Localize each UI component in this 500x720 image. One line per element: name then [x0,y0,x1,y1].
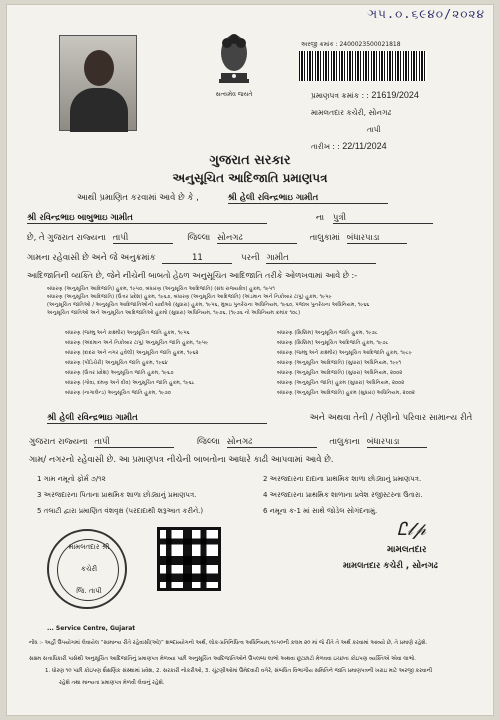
certificate-meta [311,87,419,155]
basis-line: ગામ/ નગરનો રહેવાસી છે. આ પ્રમાણપત્ર નીચેની બાબતોના આધારે કાઢી આપવામાં આવે છે. [29,455,334,465]
order-line-1: બંધારણ (અનુસૂચિત આદિજાતિ) હુકમ, ૧૯૫૦, બંધારણ (અનુસૂચિત આદિજાતિ) (સંઘ રાજ્યક્ષેત્ર) હુકમ, ૧૯૫૧ [47,286,275,292]
photo-head-shape [84,50,114,86]
jilla-value: સોનગઢ [217,233,297,244]
footer-note-2: સક્ષમ સત્તાધિકારી પાસેથી અનુસૂચિત આદિજાતિનું પ્રમાણપત્ર મેળવ્યા પછી અનુસૂચિત આદિજાતિઓને ઉપલબ્ધ લાભો અથવા છૂટછાટો મેળવવા ઇચ્છતા કોઇપણ વ્યક્તિએ એવા લાભો. [29,656,416,662]
footer-note-4: રહેશે તથા માન્યતા પ્રમાણપત્ર મેળવી લેવાનું રહેશે. [59,680,165,686]
family-jilla-label: જિલ્લા [197,437,220,447]
order-right-3: બંધારણ (જમ્મુ અને કાશ્મીર) અનુસૂચિત આદિજાતિ હુકમ, ૧૯૮૯ [277,350,412,356]
footer-note-1: નોંધ :- અહીં ઉપયોગમાં લેવાયેલ “સામાન્ય રીતે રહેવાસી(ઓ)” શબ્દપ્રયોગનો અર્થ, લોક-પ્રતિનિધિત્વ અધિનિયમ,૧૯૫૦ની કલમ ૨૦ માં જે રીતે તે અર્થ કરવામાં આવ્યો છે, તે પ્રમાણે રહેશે. [29,640,428,646]
order-line-3: (અનુસૂચિત જાતિઓ / અનુસૂચિત આદિજાતિઓની યાદીઓ (સુધારા) હુકમ, ૧૯૫૬, મુંબઇ પુનર્રચના અધિનિયમ, ૧૯૬૦, પંજાબ પુનર્રચના અધિનિયમ, ૧૯૬૬ [47,302,370,308]
order-left-1: બંધારણ (જમ્મુ અને કાશ્મીર) અનુસૂચિત જાતિ હુકમ, ૧૯૫૬ [65,330,190,336]
basis-item-3: 3 અરજદારના પિતાના પ્રાથમિક શાળા છોડ્યાનું પ્રમાણપત્ર. [37,491,197,499]
basis-item-5: 5 તલાટી દ્વારા પ્રમાણિત વંશવૃક્ષ (પરદાદાથી શરૂઆત કરીને.) [37,507,204,515]
seal-text-bottom: જિ. તાપી [76,587,102,595]
village-line [27,253,376,264]
family-taluka-value: બંધારપાડા [367,437,427,448]
order-right-5: બંધારણ (અનુસૂચિત આદિજાતિ) (સુધારા) અધિનિયમ, ૨૦૦૨ [277,370,403,376]
certify-line [77,193,388,204]
order-right-1: બંધારણ (સિક્કિમ) અનુસૂચિત જાતિ હુકમ, ૧૯૭૮ [277,330,378,336]
handwritten-reference: ઞ૫.૦.૬૯૪૦/૨૦૨૪ [366,7,485,21]
basis-item-1: 1 ગામ નમૂનો ફોર્મ ૭/૧૨ [37,475,106,483]
family-residence-line [29,437,427,448]
certificate-number-label: પ્રમાણપત્ર ક્રમાંક : : [311,91,369,100]
family-member-name: શ્રી હેલી રવિન્દ્રભાઇ ગામીત [47,413,267,424]
verification-qr-code [157,527,221,591]
signatory-title: મામલતદાર [387,545,427,555]
residence-line [27,233,407,244]
order-left-3: બંધારણ (દાદરા અને નગર હવેલી) અનુસૂચિત જાતિ હુકમ, ૧૯૬૨ [65,350,199,356]
order-left-6: બંધારણ (ગોવા, દમણ અને દીવ) અનુસૂચિત જાતિ હુકમ, ૧૯૬૮ [65,380,195,386]
basis-item-4: 4 અરજદારના પ્રાથમિક શાળાના પ્રવેશ રજીસ્ટરના ઉતારા. [263,491,423,499]
government-title: ગુજરાત સરકાર [209,153,291,168]
order-left-4: બંધારણ (પોંડિચેરી) અનુસૂચિત જાતિ હુકમ, ૧૯૬૪ [65,360,168,366]
tribe-recognition-line: આદિજાતિની વ્યક્તિ છે, જેને નીચેની બાબતો હેઠળ અનુસૂચિત આદિજાતિ તરીકે ઓળખવામાં આવે છે :- [27,271,358,280]
family-suffix: અને અથવા તેની / તેણીનો પરિવાર સામાન્ય રીતે [309,413,473,423]
village-prefix: ગામના રહેવાસી છે અને જે અનુક્રમાંક [27,253,156,263]
state-prefix: છે, તે ગુજરાત રાજ્યના [27,233,106,243]
family-jilla-value: સોનગઢ [227,437,317,448]
serial-number: 11 [162,253,232,264]
relation: પુત્રી [333,213,433,224]
photo-body-shape [70,88,128,132]
applicant-name: શ્રી હેલી રવિન્દ્રભાઇ ગામીત [228,193,388,204]
family-line [47,413,472,424]
issue-date-label: તારીખ : : [311,142,340,151]
order-right-6: બંધારણ (અનુસૂચિત જાતિ) હુકમ (સુધારા) અધિનિયમ, ૨૦૦૨ [277,380,405,386]
order-left-7: બંધારણ (નાગાલેન્ડ) અનુસૂચિત જાતિ હુકમ, ૧૯૭૦ [65,390,171,396]
order-line-2: બંધારણ (અનુસૂચિત આદિજાતિ) (ઉત્તર પ્રદેશ) હુકમ, ૧૯૬૭, બંધારણ (અનુસૂચિત આદિજાતિ) (અંડમાન અને નિકોબાર ટાપુ) હુકમ, ૧૯૫૯ [47,294,332,300]
tribe-name: ગામીત [266,253,376,264]
taluka-value: બંધારપાડા [347,233,407,244]
family-taluka-label: તાલુકાના [329,437,360,447]
footer-stamp-text: ... Service Centre, Gujarat [47,625,136,632]
seal-text-top: મામલતદાર શ્રી [68,543,110,551]
order-left-2: બંધારણ (અંદમાન અને નિકોબાર ટાપુ) અનુસૂચિત જાતિ હુકમ, ૧૯૫૯ [65,340,209,346]
footer-note-3: 1. ધોરણ ૧૦ પછી કોઇપણ શૈક્ષણિક સંસ્થામાં પ્રવેશ, 2. સરકારી નોકરીઓ, 3. ચૂંટણીઓમાં ઉમેદવારી વગેરે, સંબંધિત વિભાગીય સમિતિને જાતિ પ્રમાણપત્રની ખરાઇ માટે અરજી કરવાની [45,668,433,674]
family-state: ગુજરાત રાજ્યના [29,437,88,447]
father-line [27,213,433,224]
order-right-4: બંધારણ (અનુસૂચિત આદિજાતિ) (સુધારા) અધિનિયમ, ૧૯૯૧ [277,360,402,366]
certify-prefix: આથી પ્રમાણિત કરવામાં આવે છે કે , [77,193,199,203]
official-seal [47,529,127,609]
seal-text-middle: કચેરી [80,565,98,573]
certificate-page [6,4,494,716]
district-value: તાપી [113,233,173,244]
order-left-5: બંધારણ (ઉત્તર પ્રદેશ) અનુસૂચિત જાતિ હુકમ, ૧૯૬૭ [65,370,174,376]
taluka-label: તાલુકામાં [309,233,340,243]
family-district: તાપી [94,437,174,448]
barcode [299,51,427,81]
application-number: અરજી ક્રમાંક : 2400023500021818 [301,41,401,48]
father-name: શ્રી રવિન્દ્રભાઇ બાબુભાઇ ગામીત [27,213,267,224]
national-emblem-icon [211,29,257,89]
issue-date: 22/11/2024 [342,141,387,151]
officer-signature: Ꮭ𝓁𝓅 [397,519,426,540]
applicant-photo [59,35,137,131]
basis-item-2: 2 અરજદારના દાદાના પ્રાથમિક શાળા છોડ્યાનું પ્રમાણપત્ર. [263,475,422,483]
issuing-office: મામલતદાર કચેરી, સોનગઢ [311,108,392,117]
order-line-4: અનુસૂચિત જાતિઓ અને અનુસૂચિત આદિજાતિઓ હુકમો (સુધારા) અધિનિયમ, ૧૯૭૬, (૧૯૭૬ નો અધિનિયમ ક્રમાંક ૧૦૮) [47,310,301,316]
jilla-label: જિલ્લા [187,233,211,243]
emblem-caption: સત્યમેવ જયતે [215,91,253,98]
certificate-number-row [311,87,419,104]
certificate-number: 21619/2024 [371,90,419,100]
serial-suffix: પરની [241,253,260,263]
certificate-title: અનુસૂચિત આદિજાતિ પ્રમાણપત્ર [172,171,328,185]
of-text: ના [315,213,325,223]
issuing-district: તાપી [367,125,381,134]
basis-item-6: 6 નમૂના ક-1 માં સાથે જોડેલ સોગંદનામું. [263,507,378,515]
signatory-office: મામલતદાર કચેરી , સોનગઢ [343,561,438,571]
order-right-7: બંધારણ (અનુસૂચિત આદિજાતિ) હુકમ (સુધારા) અધિનિયમ, ૨૦૦૨ [277,390,415,396]
order-right-2: બંધારણ (સિક્કિમ) અનુસૂચિત આદિજાતિ હુકમ, ૧૯૭૮ [277,340,389,346]
